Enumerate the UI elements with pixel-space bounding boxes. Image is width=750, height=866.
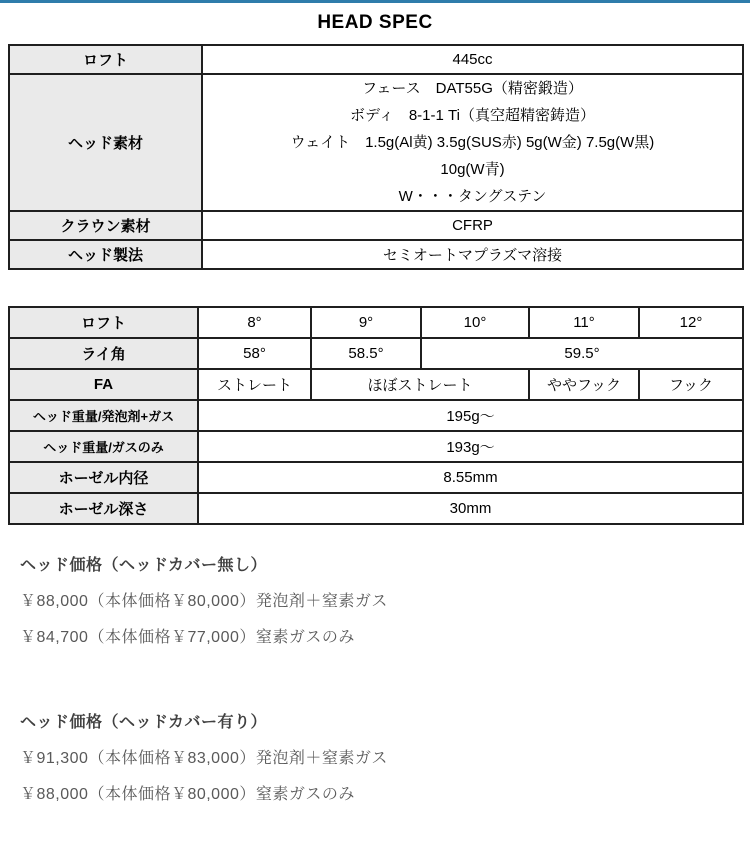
table-row-loft-degrees	[9, 307, 743, 338]
table-row-head-material	[9, 74, 743, 211]
head-spec-material-table	[8, 44, 744, 270]
lie-value-2: 58.5°	[311, 338, 421, 369]
spec-value-crown-material: CFRP	[202, 211, 743, 240]
fa-value-slight-hook: ややフック	[529, 369, 639, 400]
spec-value-hosel-inner-diameter: 8.55mm	[198, 462, 743, 493]
price-line-gas-only: ￥84,700（本体価格￥77,000）窒素ガスのみ	[20, 629, 355, 646]
loft-value-12: 12°	[639, 307, 743, 338]
table-row-hosel-inner-diameter	[9, 462, 743, 493]
table-row-head-weight-gas-only	[9, 431, 743, 462]
spec-label-crown-material: クラウン素材	[9, 211, 202, 240]
page-title: HEAD SPEC	[317, 12, 433, 33]
fa-value-almost-straight: ほぼストレート	[311, 369, 529, 400]
spec-label-head-construction: ヘッド製法	[9, 240, 202, 269]
material-line-weight2: 10g(W青)	[440, 161, 505, 178]
loft-value-11: 11°	[529, 307, 639, 338]
table-row-hosel-depth	[9, 493, 743, 524]
spec-label-head-weight-gas-only: ヘッド重量/ガスのみ	[9, 431, 198, 462]
material-line-face: フェース DAT55G（精密鍛造）	[362, 80, 583, 97]
price-line-gas-only: ￥88,000（本体価格￥80,000）窒素ガスのみ	[20, 786, 355, 803]
table-row-lie-angle	[9, 338, 743, 369]
price-heading-with-headcover: ヘッド価格（ヘッドカバー有り）	[20, 714, 268, 731]
material-line-weight: ウェイト 1.5g(Al黄) 3.5g(SUS赤) 5g(W金) 7.5g(W黒)	[290, 134, 655, 151]
spec-label-lie-angle: ライ角	[9, 338, 198, 369]
spec-label-loft: ロフト	[9, 45, 202, 74]
table-row-loft	[9, 45, 743, 74]
spec-label-head-weight-gas-foam: ヘッド重量/発泡剤+ガス	[9, 400, 198, 431]
spec-label-hosel-depth: ホーゼル深さ	[9, 493, 198, 524]
spec-value-head-material	[202, 74, 743, 211]
spec-label-head-material: ヘッド素材	[9, 74, 202, 211]
table-row-crown-material	[9, 211, 743, 240]
price-section-no-headcover	[20, 552, 750, 647]
loft-value-9: 9°	[311, 307, 421, 338]
table-row-head-weight-gas-foam	[9, 400, 743, 431]
spec-label-loft: ロフト	[9, 307, 198, 338]
lie-value-1: 58°	[198, 338, 311, 369]
material-line-tungsten: W・・・タングステン	[398, 188, 547, 205]
price-line-gas-foam: ￥91,300（本体価格￥83,000）発泡剤＋窒素ガス	[20, 750, 388, 767]
price-line-gas-foam: ￥88,000（本体価格￥80,000）発泡剤＋窒素ガス	[20, 593, 388, 610]
loft-value-8: 8°	[198, 307, 311, 338]
spec-value-head-weight-gas-only: 193g～	[198, 431, 743, 462]
price-section-with-headcover	[20, 709, 750, 804]
table-row-head-construction	[9, 240, 743, 269]
fa-value-hook: フック	[639, 369, 743, 400]
spec-label-hosel-inner-diameter: ホーゼル内径	[9, 462, 198, 493]
head-spec-detail-table	[8, 306, 744, 525]
price-heading-no-headcover: ヘッド価格（ヘッドカバー無し）	[20, 557, 268, 574]
material-line-body: ボディ 8-1-1 Ti（真空超精密鋳造）	[350, 107, 595, 124]
lie-value-3: 59.5°	[421, 338, 743, 369]
spec-value-head-construction: セミオートマプラズマ溶接	[202, 240, 743, 269]
spec-label-face-angle: FA	[9, 369, 198, 400]
fa-value-straight: ストレート	[198, 369, 311, 400]
loft-value-10: 10°	[421, 307, 529, 338]
spec-value-head-weight-gas-foam: 195g～	[198, 400, 743, 431]
spec-value-hosel-depth: 30mm	[198, 493, 743, 524]
spec-value-loft: 445cc	[202, 45, 743, 74]
top-accent-bar	[0, 0, 750, 3]
table-row-face-angle	[9, 369, 743, 400]
